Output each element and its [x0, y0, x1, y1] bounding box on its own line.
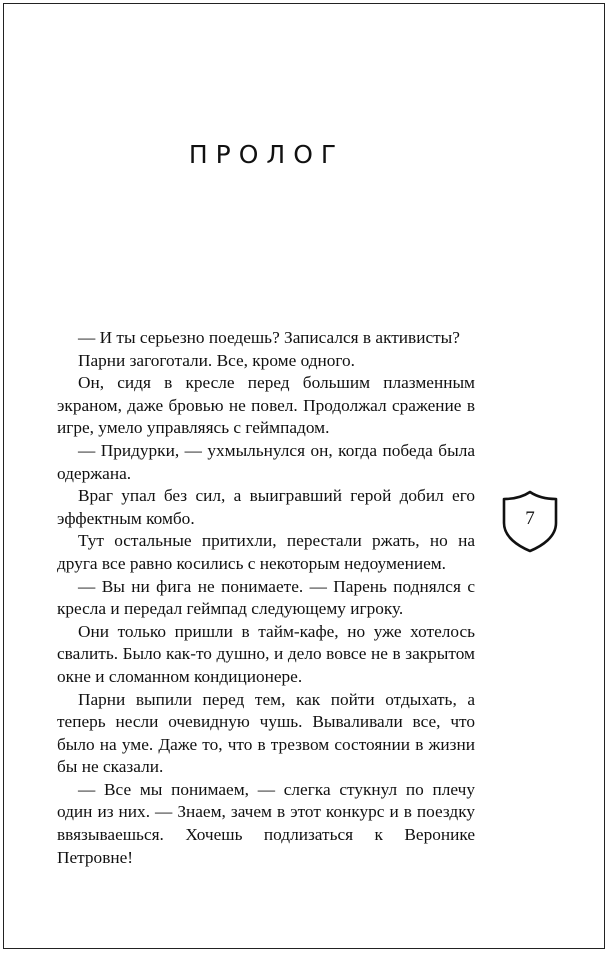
paragraph: — Придурки, — ухмыльнулся он, когда победа была одержана.	[57, 440, 475, 483]
paragraph: Он, сидя в кресле перед большим плазменным экраном, даже бровью не повел. Продолжал сражение в игре, умело управляясь с геймпадом.	[57, 373, 475, 438]
paragraph: Парни загоготали. Все, кроме одного.	[78, 350, 356, 370]
paragraph: — И ты серьезно поедешь? Записался в активисты?	[78, 328, 460, 347]
paragraph: Враг упал без сил, а выигравший герой добил его эффектным комбо.	[57, 486, 475, 528]
paragraph: Тут остальные притихли, перестали ржать, но на друга все равно косились с некоторым недоумением.	[57, 531, 475, 573]
paragraph: Они только пришли в тайм-кафе, но уже хотелось свалить. Было как-то душно, и дело вовсе не в закрытом окне и сломанном кондиционере.	[57, 621, 475, 686]
page-number-badge	[499, 489, 561, 553]
chapter-title: ПРОЛОГ	[188, 140, 345, 169]
paragraph: — Вы ни фига не понимаете. — Парень поднялся с кресла и передал геймпад следующему игроку.	[57, 576, 475, 619]
paragraph: Парни выпили перед тем, как пойти отдыхать, а теперь несли очевидную чушь. Вываливали все, что было на уме. Даже то, что в трезвом состоянии в жизни бы не сказали.	[57, 689, 475, 777]
page-number: 7	[525, 508, 535, 529]
chapter-body-text	[57, 327, 475, 869]
paragraph: — Все мы понимаем, — слегка стукнул по плечу один из них. — Знаем, зачем в этот конкурс и в поездку ввязываешься. Хочешь подлизаться к Веронике Петровне!	[57, 779, 475, 867]
